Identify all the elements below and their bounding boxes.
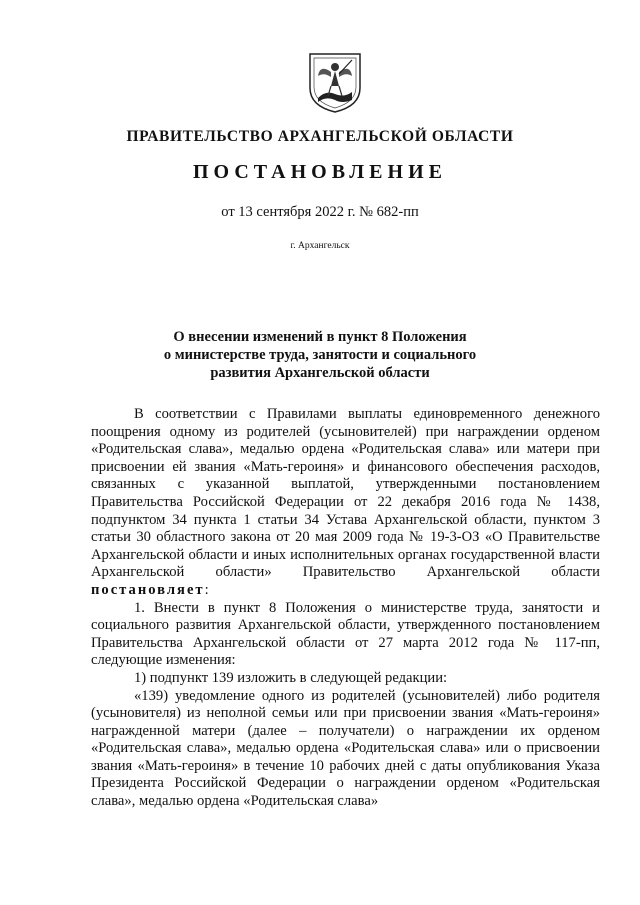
document-type: ПОСТАНОВЛЕНИЕ (193, 161, 447, 183)
paragraph-clause-139: «139) уведомление одного из родителей (усыновителей) либо родителя (усыновителя) из неполной семьи или при присвоении звания «Мать-героиня» награжденной матери (далее – получатели) о награждении их орденом «Родительская слава», медалью ордена «Родительская слава» или о присвоении звания «Мать-героиня» в течение 10 рабочих дней с даты опубликования Указа Президента Российской Федерации о награждении орденом «Родительская слава», медалью ордена «Родительская слава» (91, 687, 600, 810)
coat-of-arms-icon (306, 50, 364, 114)
preamble-colon: : (204, 581, 209, 598)
document-city: г. Архангельск (290, 241, 350, 251)
document-title (0, 328, 640, 382)
paragraph-preamble (91, 406, 600, 600)
preamble-text: В соответствии с Правилами выплаты единовременного денежного поощрения одному из родителей (усыновителей) при награждении орденом «Родительская слава», медалью ордена «Родительская слава» или матери при присвоении ей звания «Мать-героиня» и финансового обеспечения расходов, связанных с указанной выплатой, утвержденными постановлением Правительства Российской Федерации от 22 декабря 2016 года № 1438, подпунктом 34 пункта 1 статьи 34 Устава Архангельской области, пунктом 3 статьи 30 областного закона от 20 мая 2009 года № 19-3-ОЗ «О Правительстве Архангельской области и иных исполнительных органах государственной власти Архангельской области» Правительство Архангельской области (91, 406, 600, 581)
title-line-2: о министерстве труда, занятости и социального (163, 347, 477, 363)
title-line-3: развития Архангельской области (210, 365, 430, 381)
title-line-1: О внесении изменений в пункт 8 Положения (173, 329, 467, 345)
paragraph-subitem-1: 1) подпункт 139 изложить в следующей редакции: (134, 669, 448, 686)
decree-keyword: постановляет (91, 581, 205, 598)
government-name: ПРАВИТЕЛЬСТВО АРХАНГЕЛЬСКОЙ ОБЛАСТИ (126, 128, 514, 145)
document-date-number: от 13 сентября 2022 г. № 682-пп (221, 204, 419, 220)
document-body (91, 406, 600, 811)
paragraph-item-1: 1. Внести в пункт 8 Положения о министерстве труда, занятости и социального развития Архангельской области, утвержденного постановлением Правительства Архангельской области от 27 марта 2012 года № 117-пп, следующие изменения: (91, 599, 600, 669)
